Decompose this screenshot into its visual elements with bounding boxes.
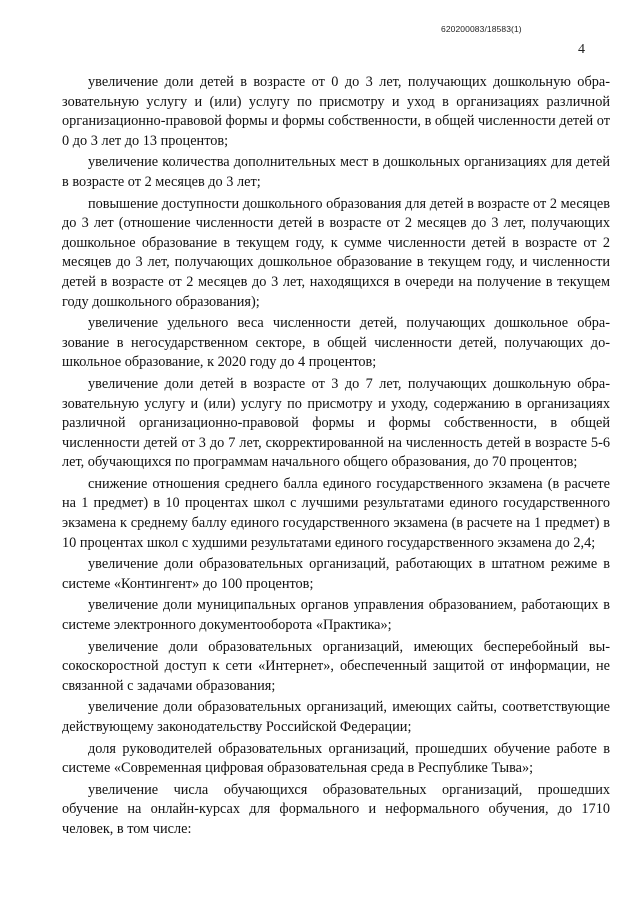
- paragraph: увеличение доли муниципальных органов управления образованием, работающих в системе электронного документооборота «Практика»;: [62, 597, 610, 634]
- paragraph: увеличение количества дополнительных мест в дошкольных организациях для детей в возрасте от 2 месяцев до 3 лет;: [62, 154, 610, 190]
- paragraph: снижение отношения среднего балла единого государственного экзамена (в расчете на 1 предмет) в 10 процентах школ с лучшими результатами единого государственного экзамена к среднему баллу единого государственного экзамена (в расчете на 1 предмет) в 10 процентах школ с худшими результатами единого государственного экзамена до 2,4;: [62, 475, 610, 551]
- paragraph: увеличение удельного веса численности детей, получающих дошкольное образование в негосударственном секторе, в общей численности детей, получающих дошкольное образование, к 2020 году до 4 процентов;: [62, 315, 610, 371]
- page-number: 4: [578, 42, 585, 57]
- paragraph: увеличение доли образовательных организаций, работающих в штатном режиме в системе «Контингент» до 100 процентов;: [62, 556, 610, 592]
- document-registration-number: 620200083/18583(1): [441, 24, 522, 34]
- document-body: [62, 73, 610, 840]
- paragraph: увеличение доли детей в возрасте от 0 до 3 лет, получающих дошкольную образовательную услугу и (или) услугу по присмотру и уход в организациях различной организационно-правовой формы и формы собственности, в общей численности детей от 0 до 3 лет до 13 процентов;: [62, 74, 610, 149]
- paragraph: увеличение числа обучающихся образовательных организаций, прошедших обучение на онлайн-курсах для формального и неформального обучения, до 1710 человек, в том числе:: [62, 781, 610, 837]
- paragraph: увеличение доли образовательных организаций, имеющих сайты, соответствующие действующему законодательству Российской Федерации;: [62, 699, 610, 735]
- paragraph: доля руководителей образовательных организаций, прошедших обучение работе в системе «Современная цифровая образовательная среда в Республике Тыва»;: [62, 740, 610, 777]
- paragraph: увеличение доли образовательных организаций, имеющих бесперебойный высокоскоростной доступ к сети «Интернет», обеспеченный защитой от информации, не связанной с задачами образования;: [62, 638, 610, 694]
- paragraph: повышение доступности дошкольного образования для детей в возрасте от 2 месяцев до 3 лет (отношение численности детей в возрасте от 2 месяцев до 3 лет, получающих дошкольное образование в текущем году, к сумме численности детей в возрасте от 2 месяцев до 3 лет, получающих дошкольное образование в текущем году, и численности детей в возрасте от 2 месяцев до 3 лет, находящихся в очереди на получение в текущем году дошкольного образования);: [62, 195, 610, 310]
- paragraph: увеличение доли детей в возрасте от 3 до 7 лет, получающих дошкольную образовательную услугу и (или) услугу по присмотру и уходу, содержанию в организациях различной организационно-правовой формы и формы собственности, в общей численности детей от 3 до 7 лет, скорректированной на численность детей в возрасте 5-6 лет, обучающихся по программам начального общего образования, до 70 процентов;: [62, 375, 610, 471]
